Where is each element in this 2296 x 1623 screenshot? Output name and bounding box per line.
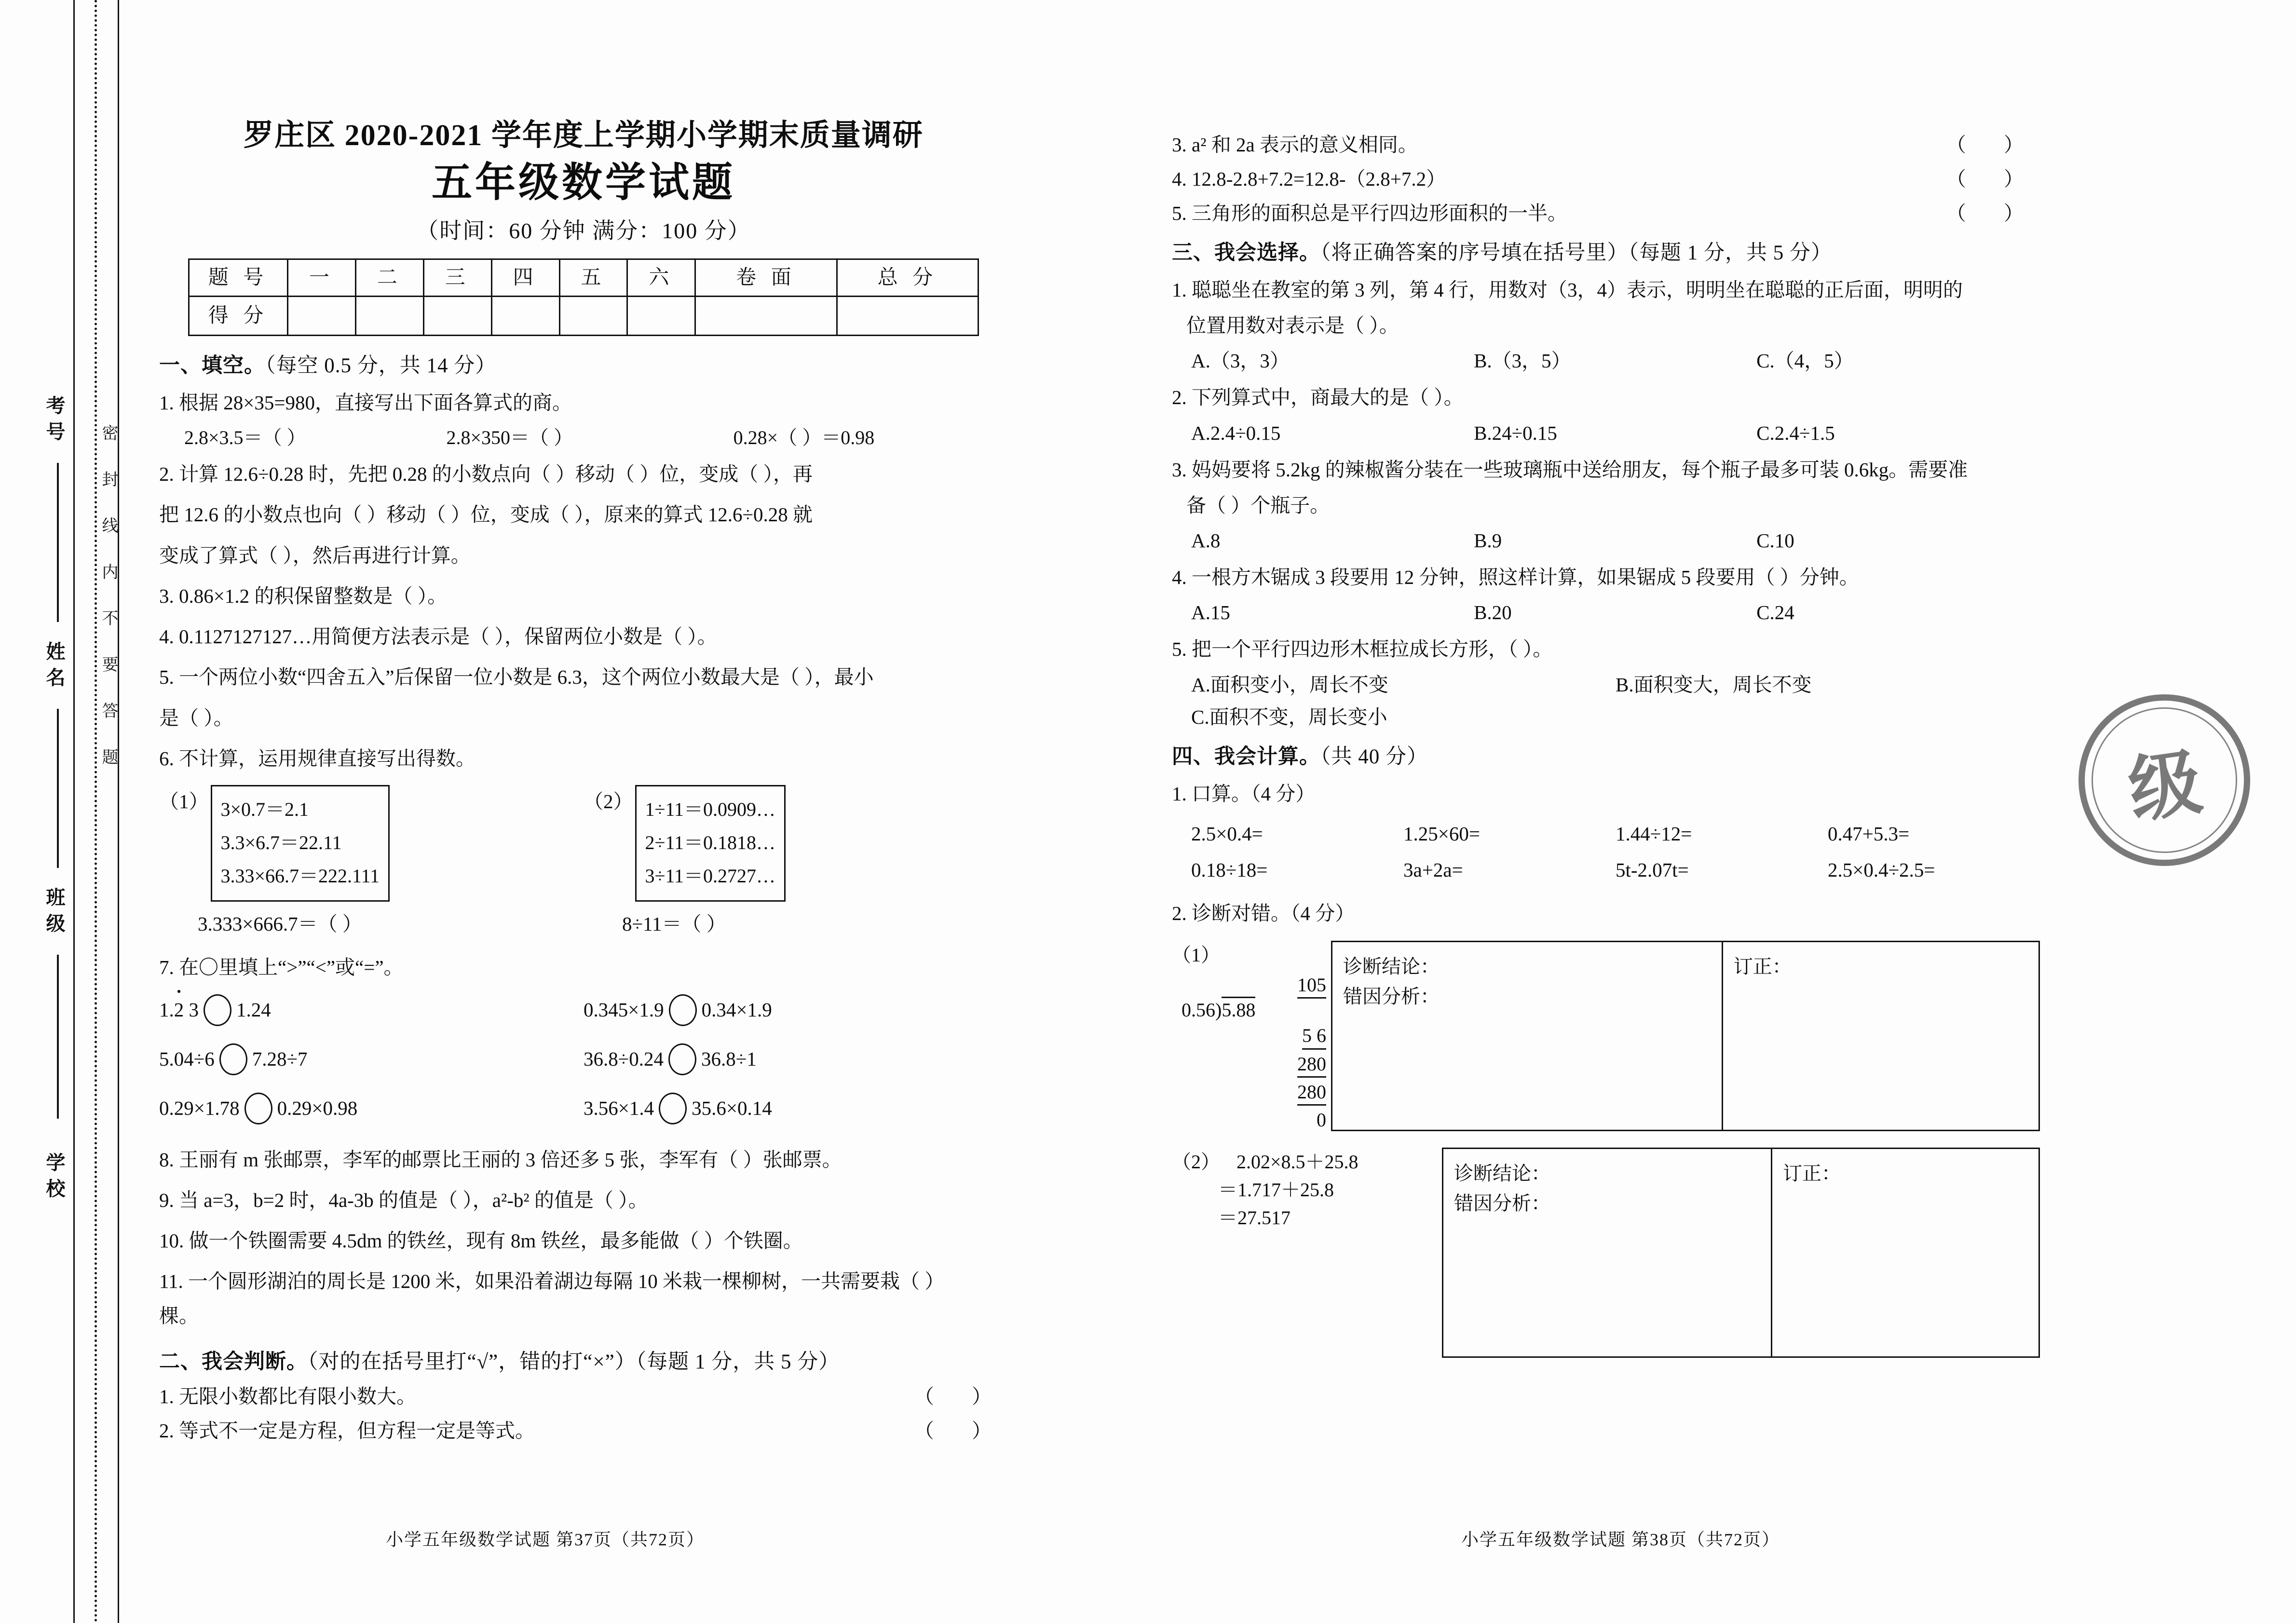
tf-item-5-answer-box[interactable]: （ ） [1946, 202, 2040, 224]
margin-line-2 [57, 709, 59, 868]
tf-item-1 [159, 1387, 1008, 1407]
tf-item-4-text: 4. 12.8-2.8+7.2=12.8-（2.8+7.2） [1172, 168, 1446, 190]
score-cell-4[interactable] [491, 297, 559, 336]
long-division-dividend-row [1172, 999, 1331, 1021]
compare-row-4 [584, 1043, 1008, 1075]
compare-6-right: 35.6×0.14 [692, 1097, 772, 1120]
long-division-remainder: 0 [1317, 1109, 1326, 1131]
diagnostic-2-correction-label: 订正： [1783, 1163, 1841, 1185]
compare-3-left: 5.04÷6 [159, 1048, 215, 1070]
law-box-1 [211, 785, 390, 902]
long-division-bracket-icon: ) [1215, 999, 1222, 1021]
q3-2-option-a[interactable]: A.2.4÷0.15 [1191, 421, 1281, 444]
margin-label-xingming: 姓名 [43, 641, 65, 693]
q3-3-options [1191, 531, 2040, 551]
compare-3-circle[interactable] [219, 1043, 247, 1075]
long-division-divisor: 0.56 [1182, 999, 1215, 1021]
diagnostic-1-conclusion-label: 诊断结论： [1343, 955, 1440, 977]
diagnostic-1-label: （1） [1172, 944, 1220, 966]
diagnostic-2-analysis-label: 错因分析： [1454, 1192, 1550, 1215]
section-2-heading [159, 1352, 1008, 1372]
q3-5-option-c[interactable]: C.面积不变，周长变小 [1191, 705, 1387, 728]
q1-4: 4. 0.1127127127…用简便方法表示是（ ），保留两位小数是（ ）。 [159, 625, 717, 648]
margin-line-3 [57, 955, 59, 1119]
compare-2-circle[interactable] [669, 994, 697, 1026]
compare-6-left: 3.56×1.4 [584, 1097, 654, 1120]
margin-dashed-rule [95, 0, 97, 1623]
q1-11-line1: 11. 一个圆形湖泊的周长是 1200 米，如果沿着湖边每隔 10 米栽一棵柳树，一共需要栽（ ） [159, 1270, 945, 1293]
diagnostic-2-conclusion-cell[interactable] [1443, 1149, 1772, 1356]
diagnostic-item-1 [1172, 941, 2040, 1131]
score-col-4: 四 [491, 259, 559, 297]
section-3-title: 三、我会选择。 [1172, 242, 1320, 264]
q1-5-line2: 是（ ）。 [159, 706, 233, 729]
q1-7-title: 7. 在〇里填上“>”“<”或“=”。 [159, 956, 404, 979]
q3-1-option-c[interactable]: C.（4，5） [1756, 350, 1854, 372]
compare-5-circle[interactable] [245, 1093, 272, 1124]
score-cell-2[interactable] [355, 297, 423, 336]
law-box-2-tail: 8÷11＝（ ） [622, 913, 726, 935]
q3-4-options [1191, 603, 2040, 622]
q3-4-option-b[interactable]: B.20 [1474, 601, 1512, 624]
compare-row-5 [159, 1093, 584, 1124]
q3-2: 2. 下列算式中，商最大的是（ ）。 [1172, 386, 1464, 409]
q3-5-option-a[interactable]: A.面积变小，周长不变 [1191, 673, 1388, 696]
q1-2-line1: 2. 计算 12.6÷0.28 时，先把 0.28 的小数点向（ ）移动（ ）位，变成（ ），再 [159, 463, 813, 486]
score-cell-1[interactable] [288, 297, 356, 336]
law-box-1-tail: 3.333×666.7＝（ ） [198, 913, 362, 935]
section-3-heading [1172, 243, 2040, 263]
diagnostic-2-work [1172, 1148, 1442, 1358]
q3-2-options [1191, 423, 2040, 443]
q1-1-text: 1. 根据 28×35=980，直接写出下面各算式的商。 [159, 392, 572, 414]
section-2-note: （对的在括号里打“√”，错的打“×”）（每题 1 分，共 5 分） [308, 1350, 840, 1373]
q3-1-option-a[interactable]: A.（3，3） [1191, 350, 1290, 372]
law-box-2-label: （2） [584, 790, 633, 812]
score-cell-3[interactable] [423, 297, 491, 336]
official-stamp-icon [2079, 694, 2250, 866]
oral-calc-2[interactable]: 1.25×60= [1403, 822, 1480, 845]
long-division-quotient: 105 [1297, 974, 1326, 999]
law-box-2-line-2: 2÷11＝0.1818… [645, 831, 775, 853]
compare-4-circle[interactable] [668, 1043, 696, 1075]
oral-calc-1[interactable]: 2.5×0.4= [1191, 822, 1263, 845]
q1-3: 3. 0.86×1.2 的积保留整数是（ ）。 [159, 584, 448, 607]
q1-1-item-a: 2.8×3.5＝（ ） [184, 427, 306, 449]
q4-1-title: 1. 口算。（4 分） [1172, 782, 1316, 805]
score-table [188, 258, 979, 336]
q3-3-option-a[interactable]: A.8 [1191, 529, 1221, 552]
seal-line-text: 密封线内不要答题 [99, 424, 117, 795]
score-col-2: 二 [355, 259, 423, 297]
q3-5-option-b[interactable]: B.面积变大，周长不变 [1616, 673, 1812, 696]
score-table-value-row [189, 297, 978, 336]
score-table-header-row [189, 259, 978, 297]
section-3-note: （将正确答案的序号填在括号里）（每题 1 分，共 5 分） [1320, 242, 1832, 264]
q1-9: 9. 当 a=3，b=2 时，4a-3b 的值是（ ），a²-b² 的值是（ ）。 [159, 1189, 648, 1211]
q3-5-options-row2 [1191, 707, 2040, 727]
margin-label-xuexiao: 学校 [43, 1152, 65, 1204]
margin-rule-outer [73, 0, 75, 1623]
score-col-3: 三 [423, 259, 491, 297]
oral-calc-8[interactable]: 2.5×0.4÷2.5= [1828, 858, 1935, 881]
section-4-title: 四、我会计算。 [1172, 745, 1320, 768]
long-division-step-2: 280 [1297, 1053, 1326, 1078]
q3-5: 5. 把一个平行四边形木框拉成长方形，（ ）。 [1172, 638, 1553, 661]
law-box-2-line-1: 1÷11＝0.0909… [645, 798, 775, 820]
q4-2-title: 2. 诊断对错。（4 分） [1172, 902, 1355, 924]
oral-calc-row-2 [1191, 860, 2040, 880]
oral-calc-row-1 [1191, 824, 2040, 844]
diagnostic-1-conclusion-cell[interactable] [1332, 942, 1723, 1130]
section-4-heading [1172, 746, 2040, 767]
diagnostic-1-correction-cell[interactable] [1723, 942, 2038, 1130]
footer-right: 小学五年级数学试题 第38页（共72页） [1461, 1530, 1780, 1549]
diagnostic-2-line-3: ＝27.517 [1218, 1207, 1291, 1229]
q1-1-item-b: 2.8×350＝（ ） [446, 427, 573, 449]
diagnostic-2-label: （2） [1172, 1151, 1220, 1173]
exam-title-line2: 五年级数学试题 [431, 161, 735, 205]
score-col-8: 总 分 [837, 259, 978, 297]
q1-10: 10. 做一个铁圈需要 4.5dm 的铁丝，现有 8m 铁丝，最多能做（ ）个铁圈。 [159, 1230, 803, 1252]
compare-2-right: 0.34×1.9 [701, 999, 772, 1021]
q1-1-item-c: 0.28×（ ）＝0.98 [733, 427, 875, 449]
section-1-heading [159, 355, 1008, 376]
exam-title-line3: （时间：60 分钟 满分：100 分） [416, 218, 751, 243]
compare-2-left: 0.345×1.9 [584, 999, 664, 1021]
compare-row-3 [159, 1043, 584, 1075]
q3-4-option-c[interactable]: C.24 [1756, 601, 1794, 624]
compare-6-circle[interactable] [659, 1093, 687, 1124]
score-cell-8[interactable] [837, 297, 978, 336]
q1-6-title: 6. 不计算，运用规律直接写出得数。 [159, 747, 476, 770]
q1-5-line1: 5. 一个两位小数“四舍五入”后保留一位小数是 6.3，这个两位小数最大是（ ），最小 [159, 666, 874, 689]
tf-item-2-text: 2. 等式不一定是方程，但方程一定是等式。 [159, 1419, 535, 1442]
tf-item-5 [1172, 203, 2040, 223]
oral-calc-3[interactable]: 1.44÷12= [1616, 822, 1692, 845]
compare-5-right: 0.29×0.98 [277, 1097, 358, 1120]
long-division-step-3: 280 [1297, 1081, 1326, 1106]
margin-label-banji: 班级 [43, 887, 65, 939]
diagnostic-2-conclusion-label: 诊断结论： [1454, 1163, 1550, 1185]
q3-1-options [1191, 351, 2040, 371]
tf-item-1-answer-box[interactable]: （ ） [914, 1385, 1008, 1407]
tf-item-5-text: 5. 三角形的面积总是平行四边形面积的一半。 [1172, 202, 1567, 224]
diagnostic-2-line-2: ＝1.717＋25.8 [1218, 1179, 1334, 1201]
tf-item-4-answer-box[interactable]: （ ） [1946, 168, 2040, 190]
diagnostic-1-analysis-label: 错因分析： [1343, 985, 1440, 1007]
q3-4-option-a[interactable]: A.15 [1191, 601, 1230, 624]
compare-row-6 [584, 1093, 1008, 1124]
q3-1-option-b[interactable]: B.（3，5） [1474, 350, 1571, 372]
margin-label-kaohao: 考号 [43, 395, 65, 447]
oral-calc-5[interactable]: 0.18÷18= [1191, 858, 1268, 881]
q1-8: 8. 王丽有 m 张邮票，李军的邮票比王丽的 3 倍还多 5 张，李军有（ ）张邮票。 [159, 1148, 842, 1171]
law-box-2 [635, 785, 786, 902]
compare-row-2 [584, 994, 1008, 1026]
stamp-character: 级 [2123, 739, 2207, 834]
oral-calc-4[interactable]: 0.47+5.3= [1828, 822, 1910, 845]
diagnostic-1-correction-label: 订正： [1733, 955, 1792, 977]
q3-1-line2: 位置用数对表示是（ ）。 [1186, 314, 1399, 337]
oral-calc-6[interactable]: 3a+2a= [1403, 858, 1463, 881]
diagnostic-2-correction-cell[interactable] [1772, 1149, 2038, 1356]
compare-1-circle[interactable] [204, 994, 231, 1026]
compare-3-right: 7.28÷7 [252, 1048, 308, 1070]
law-box-1-line-2: 3.3×6.7＝22.11 [220, 831, 342, 853]
section-1-note: （每空 0.5 分，共 14 分） [265, 354, 497, 377]
compare-4-right: 36.8÷1 [701, 1048, 757, 1070]
compare-1-right: 1.24 [236, 999, 271, 1021]
compare-4-left: 36.8÷0.24 [584, 1048, 664, 1070]
page-left [159, 0, 1008, 1549]
diagnostic-item-2 [1172, 1148, 2040, 1358]
tf-item-2 [159, 1421, 1008, 1441]
diagnostic-2-line-1: 2.02×8.5＋25.8 [1236, 1151, 1359, 1173]
law-box-1-line-1: 3×0.7＝2.1 [220, 798, 309, 820]
tf-item-2-answer-box[interactable]: （ ） [914, 1419, 1008, 1442]
q1-2-line2: 把 12.6 的小数点也向（ ）移动（ ）位，变成（ ），原来的算式 12.6÷0.28 就 [159, 503, 813, 526]
law-box-1-line-3: 3.33×66.7＝222.111 [220, 865, 380, 887]
q3-3-option-b[interactable]: B.9 [1474, 529, 1502, 552]
long-division-1 [1172, 974, 1331, 1131]
exam-title-line1: 罗庄区 2020-2021 学年度上学期小学期末质量调研 [244, 119, 924, 152]
q3-2-option-c[interactable]: C.2.4÷1.5 [1756, 421, 1835, 444]
q3-2-option-b[interactable]: B.24÷0.15 [1474, 421, 1557, 444]
q3-3-line1: 3. 妈妈要将 5.2kg 的辣椒酱分装在一些玻璃瓶中送给朋友，每个瓶子最多可装 0.6kg。需要准 [1172, 458, 1968, 481]
diagnostic-1-table [1331, 941, 2040, 1131]
q1-2-line3: 变成了算式（ ），然后再进行计算。 [159, 544, 471, 567]
score-col-6: 六 [627, 259, 695, 297]
q3-3-option-c[interactable]: C.10 [1756, 529, 1794, 552]
score-table-row-label-2: 得 分 [189, 297, 288, 336]
tf-item-3 [1172, 135, 2040, 155]
compare-row-1 [159, 994, 584, 1026]
section-4-note: （共 40 分） [1320, 745, 1428, 768]
tf-item-4 [1172, 169, 2040, 189]
q3-1-line1: 1. 聪聪坐在教室的第 3 列，第 4 行，用数对（3，4）表示，明明坐在聪聪的正后面，明明的 [1172, 279, 1963, 301]
q3-5-options-row1 [1191, 675, 2040, 695]
law-box-2-line-3: 3÷11＝0.2727… [645, 865, 775, 887]
score-table-row-label-1: 题 号 [189, 259, 288, 297]
diagnostic-1-work [1172, 941, 1331, 1131]
margin-line-1 [57, 463, 59, 622]
score-col-1: 一 [288, 259, 356, 297]
score-col-5: 五 [559, 259, 627, 297]
q3-4: 4. 一根方木锯成 3 段要用 12 分钟，照这样计算，如果锯成 5 段要用（ ）分钟。 [1172, 566, 1859, 589]
score-cell-6[interactable] [627, 297, 695, 336]
q1-11-line2: 棵。 [159, 1305, 199, 1327]
score-cell-7[interactable] [695, 297, 837, 336]
long-division-step-1: 5 6 [1302, 1024, 1326, 1049]
score-cell-5[interactable] [559, 297, 627, 336]
margin-rule-inner [118, 0, 119, 1623]
diagnostic-2-table [1442, 1148, 2040, 1358]
page-right [1172, 0, 2040, 1549]
law-box-1-label: （1） [159, 790, 209, 812]
oral-calc-7[interactable]: 5t-2.07t= [1616, 858, 1689, 881]
section-2-title: 二、我会判断。 [159, 1350, 308, 1373]
tf-item-1-text: 1. 无限小数都比有限小数大。 [159, 1385, 416, 1407]
tf-item-3-answer-box[interactable]: （ ） [1946, 134, 2040, 156]
compare-1-left: • 1.2 3 [159, 1000, 199, 1020]
score-col-7: 卷 面 [695, 259, 837, 297]
long-division-dividend: 5.88 [1222, 997, 1255, 1021]
q3-3-line2: 备（ ）个瓶子。 [1186, 494, 1330, 516]
compare-5-left: 0.29×1.78 [159, 1097, 240, 1120]
tf-item-3-text: 3. a² 和 2a 表示的意义相同。 [1172, 134, 1418, 156]
footer-left: 小学五年级数学试题 第37页（共72页） [386, 1530, 705, 1549]
section-1-title: 一、填空。 [159, 354, 265, 377]
